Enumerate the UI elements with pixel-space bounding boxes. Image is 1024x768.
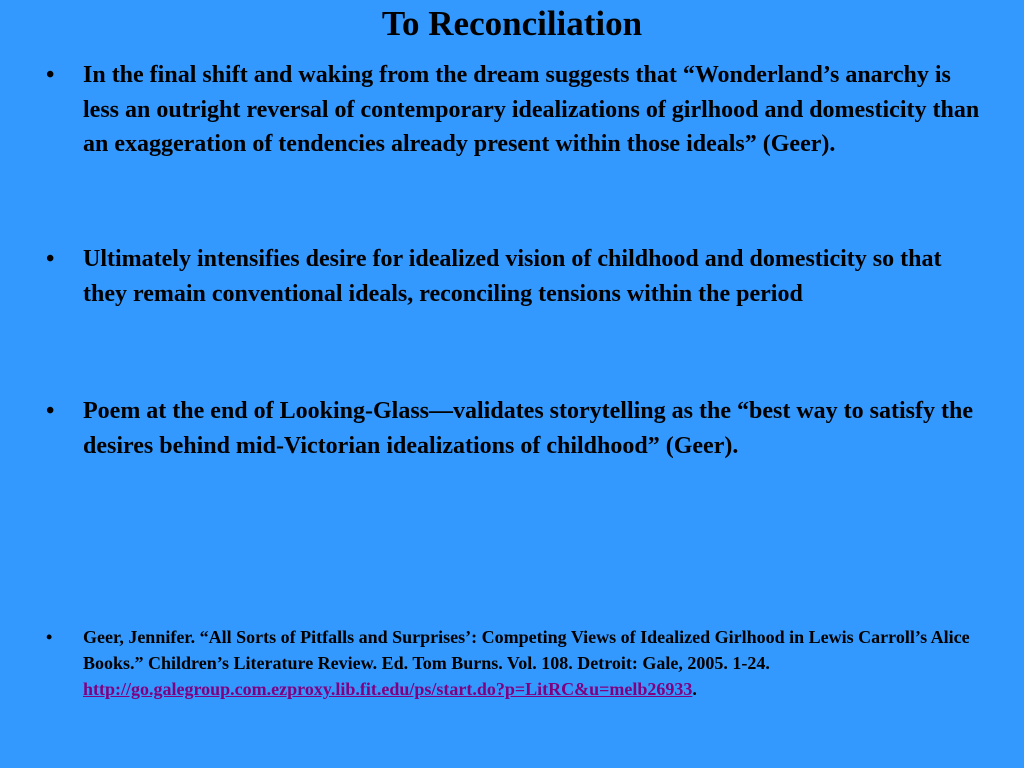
- reference-link[interactable]: http://go.galegroup.com.ezproxy.lib.fit.edu/ps/start.do?p=LitRC&u=melb26933: [83, 679, 693, 699]
- slide-title: To Reconciliation: [381, 4, 643, 43]
- bullet-text: Ultimately intensifies desire for idealized vision of childhood and domesticity so that they remain conventional ideals, reconciling tensions within the period: [83, 246, 942, 307]
- reference-citation: [46, 624, 983, 702]
- bullet-glyph: •: [46, 398, 55, 424]
- reference-text: Geer, Jennifer. “All Sorts of Pitfalls and Surprises’: Competing Views of Idealized Girlhood in Lewis Carroll’s Alice Books.” Children’s Literature Review. Ed. Tom Burns. Vol. 108. Detroit: Gale, 2005. 1-24.: [83, 627, 970, 673]
- bullet-item: [46, 394, 983, 463]
- bullet-glyph: •: [46, 246, 55, 272]
- bullet-item: [46, 242, 983, 311]
- bullet-text: Poem at the end of Looking-Glass—validates storytelling as the “best way to satisfy the desires behind mid-Victorian idealizations of childhood” (Geer).: [83, 398, 973, 459]
- bullet-glyph: •: [46, 62, 55, 88]
- bullet-glyph: •: [46, 627, 53, 647]
- bullet-text: In the final shift and waking from the dream suggests that “Wonderland’s anarchy is less an outright reversal of contemporary idealizations of girlhood and domesticity than an exaggeration of tendencies already present within those ideals” (Geer).: [83, 62, 980, 157]
- bullet-item: [46, 58, 983, 162]
- reference-trailing: .: [692, 679, 697, 699]
